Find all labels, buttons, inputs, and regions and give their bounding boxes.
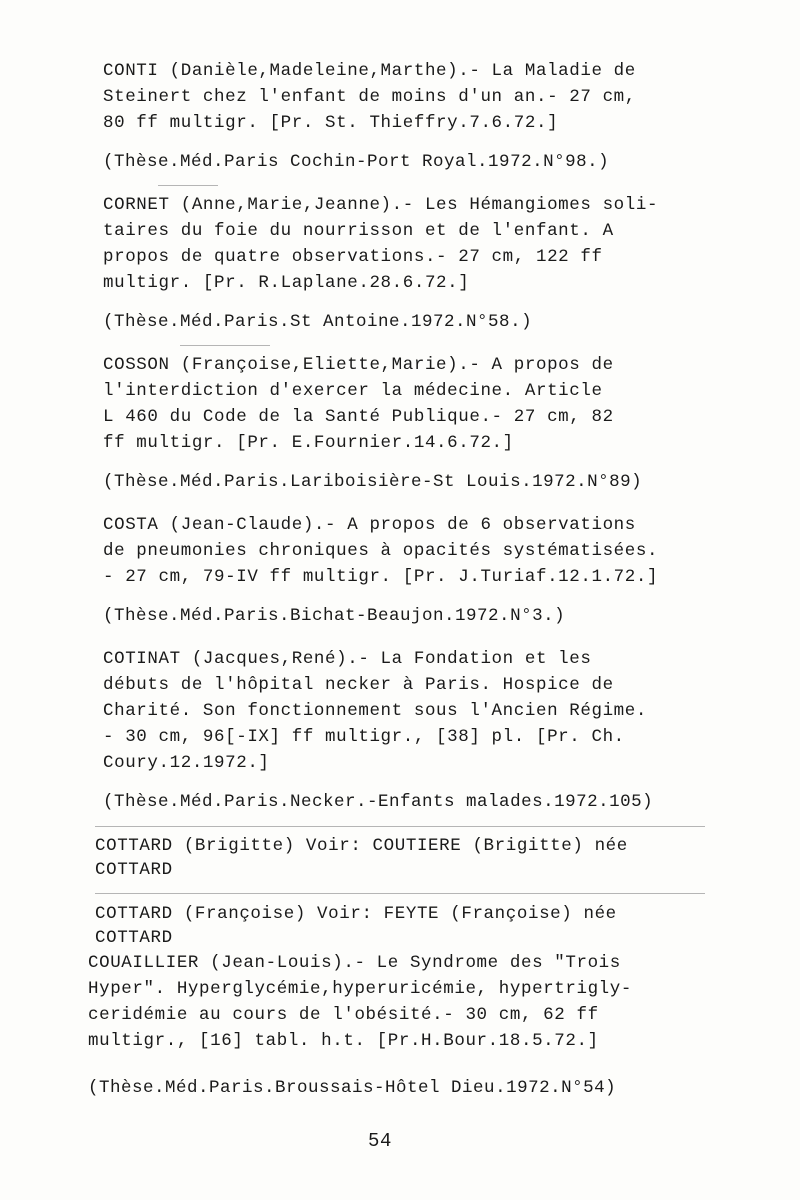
entry-line: COSSON (Françoise,Eliette,Marie).- A propos de <box>103 355 614 375</box>
bibliography-entry-costa <box>103 512 723 628</box>
thesis-note: (Thèse.Méd.Paris.Bichat-Beaujon.1972.N°3.) <box>103 606 566 626</box>
entry-line: propos de quatre observations.- 27 cm, 122 ff <box>103 247 603 267</box>
entry-line: - 30 cm, 96[-IX] ff multigr., [38] pl. [Pr. Ch. <box>103 727 625 747</box>
cross-reference-line: COTTARD <box>95 928 173 948</box>
thesis-note: (Thèse.Méd.Paris.Lariboisière-St Louis.1972.N°89) <box>103 472 643 492</box>
entry-line: Steinert chez l'enfant de moins d'un an.- 27 cm, <box>103 87 636 107</box>
thesis-note: (Thèse.Méd.Paris Cochin-Port Royal.1972.N°98.) <box>103 152 610 172</box>
divider <box>95 826 705 827</box>
bibliography-entry-cosson <box>103 352 723 494</box>
cross-reference-cottard-brigitte <box>95 834 715 882</box>
divider <box>158 185 218 186</box>
entry-line: taires du foie du nourrisson et de l'enfant. A <box>103 221 614 241</box>
entry-line: l'interdiction d'exercer la médecine. Article <box>103 381 603 401</box>
entry-line: multigr. [Pr. R.Laplane.28.6.72.] <box>103 273 470 293</box>
entry-line: de pneumonies chroniques à opacités systématisées. <box>103 541 659 561</box>
bibliography-entry-conti <box>103 58 723 174</box>
entry-line: 80 ff multigr. [Pr. St. Thieffry.7.6.72.] <box>103 113 559 133</box>
bibliography-entry-cornet <box>103 192 723 334</box>
cross-reference-line: COTTARD <box>95 860 173 880</box>
entry-line: - 27 cm, 79-IV ff multigr. [Pr. J.Turiaf.12.1.72.] <box>103 567 659 587</box>
entry-line: CONTI (Danièle,Madeleine,Marthe).- La Maladie de <box>103 61 636 81</box>
entry-line: Hyper". Hyperglycémie,hyperuricémie, hypertrigly- <box>88 979 632 999</box>
entry-line: ff multigr. [Pr. E.Fournier.14.6.72.] <box>103 433 514 453</box>
entry-line: COTINAT (Jacques,René).- La Fondation et les <box>103 649 592 669</box>
entry-line: COSTA (Jean-Claude).- A propos de 6 observations <box>103 515 636 535</box>
page-number: 54 <box>368 1130 393 1152</box>
entry-line: multigr., [16] tabl. h.t. [Pr.H.Bour.18.5.72.] <box>88 1031 599 1051</box>
cross-reference-line: COTTARD (Françoise) Voir: FEYTE (Françoise) née <box>95 904 617 924</box>
bibliography-entry-cotinat <box>103 646 723 814</box>
cross-reference-line: COTTARD (Brigitte) Voir: COUTIERE (Brigitte) née <box>95 836 628 856</box>
entry-line: Charité. Son fonctionnement sous l'Ancien Régime. <box>103 701 647 721</box>
bibliography-entry-couaillier <box>88 950 708 1100</box>
thesis-note: (Thèse.Méd.Paris.St Antoine.1972.N°58.) <box>103 312 533 332</box>
divider <box>95 893 705 894</box>
entry-line: CORNET (Anne,Marie,Jeanne).- Les Hémangiomes soli- <box>103 195 659 215</box>
thesis-note: (Thèse.Méd.Paris.Broussais-Hôtel Dieu.1972.N°54) <box>88 1078 617 1098</box>
divider <box>180 345 270 346</box>
cross-reference-cottard-francoise <box>95 902 715 950</box>
entry-line: débuts de l'hôpital necker à Paris. Hospice de <box>103 675 614 695</box>
entry-line: Coury.12.1972.] <box>103 753 270 773</box>
thesis-note: (Thèse.Méd.Paris.Necker.-Enfants malades.1972.105) <box>103 792 654 812</box>
entry-line: COUAILLIER (Jean-Louis).- Le Syndrome des "Trois <box>88 953 621 973</box>
entry-line: L 460 du Code de la Santé Publique.- 27 cm, 82 <box>103 407 614 427</box>
entry-line: ceridémie au cours de l'obésité.- 30 cm, 62 ff <box>88 1005 599 1025</box>
